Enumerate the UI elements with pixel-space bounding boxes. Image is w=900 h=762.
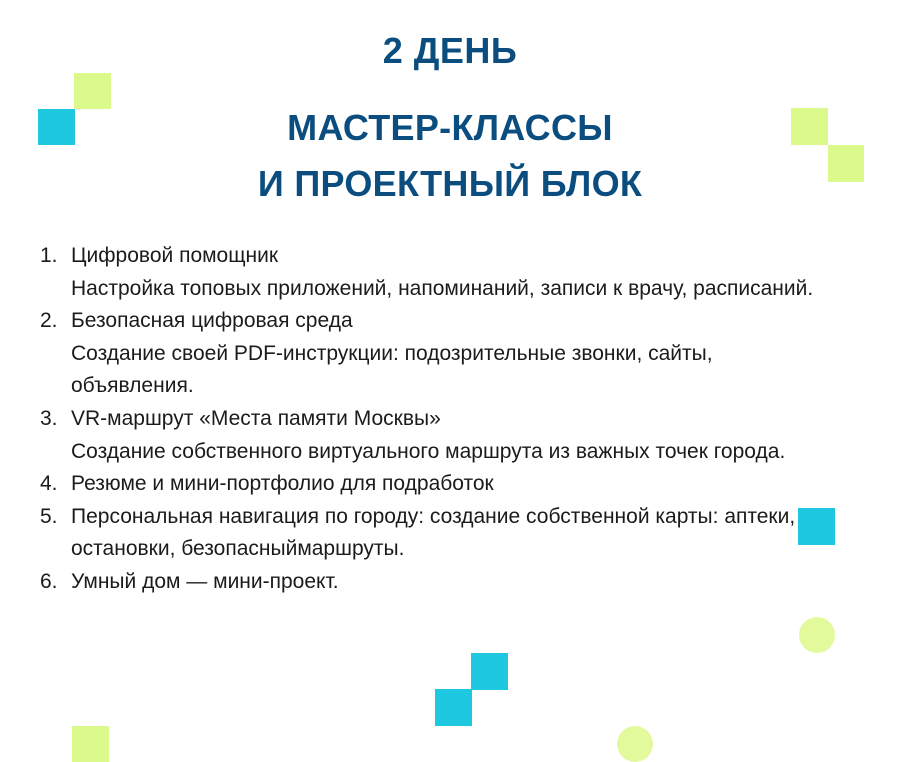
decor-square-cyan	[435, 689, 472, 726]
decor-square-lime	[72, 726, 109, 762]
program-item	[40, 468, 830, 501]
item-number: 1.	[40, 244, 58, 267]
item-number: 4.	[40, 472, 58, 496]
section-title	[0, 100, 900, 212]
item-title: VR-маршрут «Места памяти Москвы»	[71, 406, 441, 430]
decor-square-cyan	[471, 653, 508, 690]
item-title: Безопасная цифровая среда	[71, 309, 353, 333]
section-title-line1: МАСТЕР-КЛАССЫ	[287, 107, 613, 148]
decor-circle-lime	[799, 617, 835, 653]
item-number: 3.	[40, 406, 58, 430]
item-description: Создание своей PDF-инструкции: подозрительные звонки, сайты, объявления.	[71, 341, 713, 398]
program-item	[40, 305, 830, 403]
program-item	[40, 501, 830, 566]
item-title: Резюме и мини-портфолио для подработок	[71, 472, 494, 496]
item-description: Создание собственного виртуального маршрута из важных точек города.	[71, 439, 786, 463]
item-title: Умный дом — мини-проект.	[71, 569, 339, 593]
item-number: 2.	[40, 309, 58, 333]
program-item	[40, 240, 830, 305]
section-title-line2: И ПРОЕКТНЫЙ БЛОК	[257, 163, 643, 204]
program-item	[40, 403, 830, 468]
item-number: 6.	[40, 569, 58, 593]
program-list	[40, 240, 830, 599]
item-title: Цифровой помощник	[71, 244, 279, 267]
program-item	[40, 566, 830, 599]
day-title: 2 ДЕНЬ	[382, 30, 518, 71]
item-description: Настройка топовых приложений, напоминаний, записи к врачу, расписаний.	[71, 276, 814, 300]
item-number: 5.	[40, 504, 58, 528]
item-title: Персональная навигация по городу: создание собственной карты: аптеки, остановки, безопасныймаршруты.	[71, 504, 796, 561]
decor-circle-lime	[617, 726, 653, 762]
